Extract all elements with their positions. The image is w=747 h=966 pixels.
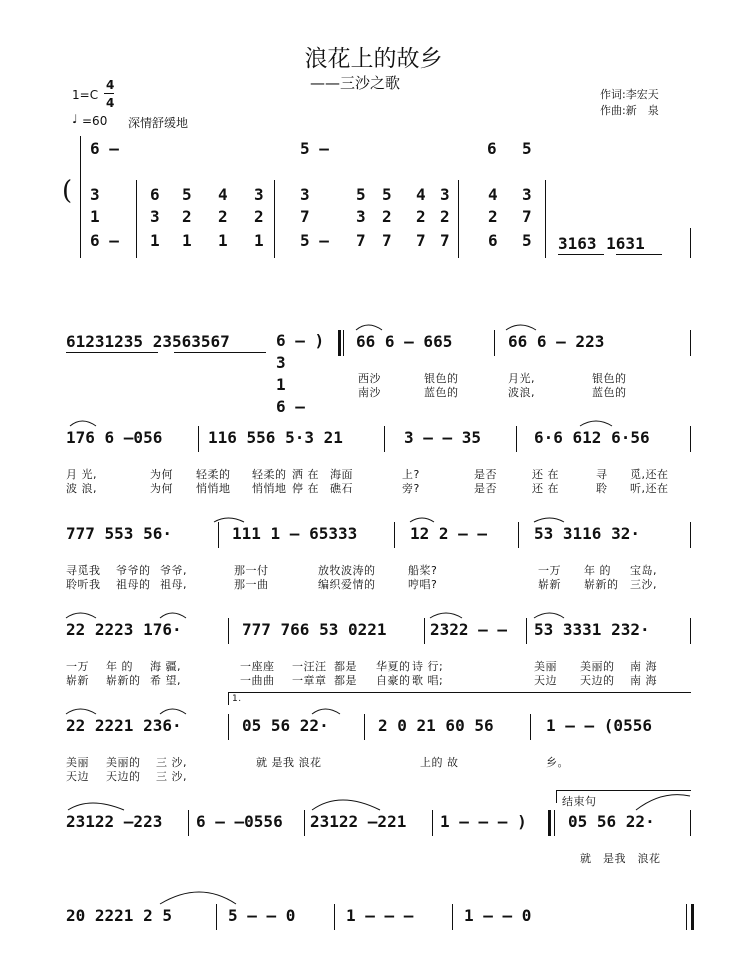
chord-note: 7: [300, 207, 310, 226]
chord-note: 4: [488, 185, 498, 204]
quarter-note-icon: ♩: [72, 112, 78, 126]
lyric: 美丽: [66, 756, 89, 769]
lyric: 天边的: [106, 770, 141, 783]
chord-note: 2: [440, 207, 450, 226]
slur: [312, 800, 380, 810]
chord-note: 2: [182, 207, 192, 226]
lyric: 还 在: [532, 468, 559, 481]
system8-measure-2: 5 – – 0: [228, 906, 296, 925]
system7-measure-3: 23122 –221: [310, 812, 407, 831]
system3-measure-3: 3 – – 35: [404, 428, 482, 447]
chord-note: 1: [182, 231, 192, 250]
chord-note: 7: [416, 231, 426, 250]
lyric: 寻: [596, 468, 608, 481]
lyric: 听,还在: [630, 482, 669, 495]
slur: [506, 325, 536, 330]
chord-note: 7: [356, 231, 366, 250]
lyric: 歌 唱;: [412, 674, 444, 687]
lyric: 放牧波涛的: [318, 564, 376, 577]
lyric: 爷爷,: [160, 564, 187, 577]
song-title: 浪花上的故乡: [304, 46, 443, 72]
slur: [66, 613, 96, 618]
system6-measure-2: 05 56 22·: [242, 716, 329, 735]
lyric: 天边: [534, 674, 557, 687]
lyric: 那一曲: [234, 578, 269, 591]
lyric: 船桨?: [408, 564, 438, 577]
lyric: 还 在: [532, 482, 559, 495]
chord-note: 3: [440, 185, 450, 204]
slur: [160, 892, 236, 904]
chord-note: 2: [488, 207, 498, 226]
lyric: 海 疆,: [150, 660, 181, 673]
slur: [160, 709, 186, 714]
lyric: 崭新: [66, 674, 89, 687]
slur: [356, 325, 382, 330]
time-signature-top: 4: [106, 78, 115, 92]
lyric: 聆: [596, 482, 608, 495]
lyric: 是否: [474, 468, 497, 481]
lyric: 悄悄地: [252, 482, 287, 495]
lyric: 蓝色的: [592, 386, 627, 399]
chord-top-2: 5 –: [300, 139, 329, 158]
coda-lyric: 就 是我 浪花: [580, 852, 661, 865]
system8-measure-3: 1 – – –: [346, 906, 414, 925]
lyric: 那一付: [234, 564, 269, 577]
system2-chord-3: 3: [276, 353, 286, 372]
system6-measure-4: 1 – – (0556: [546, 716, 652, 735]
system5-measure-3: 2322 – –: [430, 620, 508, 639]
chord-note: 5 –: [300, 231, 329, 250]
chord-top-3: 6: [487, 139, 497, 158]
lyric: 为何: [150, 468, 173, 481]
lyric: 为何: [150, 482, 173, 495]
chord-note: 5: [182, 185, 192, 204]
system7-measure-1: 23122 –223: [66, 812, 163, 831]
lyric: 一汪汪: [292, 660, 327, 673]
system3-measure-1: 176 6 –056: [66, 428, 163, 447]
system6-measure-3: 2 0 21 60 56: [378, 716, 494, 735]
chord-note: 4: [416, 185, 426, 204]
chord-note: 3: [300, 185, 310, 204]
lyric: 月光,: [508, 372, 535, 385]
lyric: 都是: [334, 674, 357, 687]
chord-note: 1: [150, 231, 160, 250]
system2-melody-2: 66 6 – 223: [508, 332, 605, 351]
lyric: 波浪,: [508, 386, 535, 399]
system2-melody-1: 66 6 – 665: [356, 332, 453, 351]
time-signature-bottom: 4: [106, 96, 115, 110]
chord-note: 3: [356, 207, 366, 226]
system2-intro-notes: 61231235 23563567: [66, 332, 230, 351]
lyric: 停 在: [292, 482, 319, 495]
slur: [534, 518, 564, 522]
chord-note: 5: [382, 185, 392, 204]
lyric: 悄悄地: [196, 482, 231, 495]
lyric: 就 是我 浪花: [256, 756, 322, 769]
song-subtitle: ——三沙之歌: [310, 74, 401, 92]
slur: [68, 803, 124, 810]
system3-measure-2: 116 556 5·3 21: [208, 428, 343, 447]
lyric: 爷爷的: [116, 564, 151, 577]
chord-note: 2: [416, 207, 426, 226]
system5-measure-2: 777 766 53 0221: [242, 620, 387, 639]
lyric: 一万: [66, 660, 89, 673]
lyric: 一章章: [292, 674, 327, 687]
lyric: 上?: [402, 468, 420, 481]
slur: [636, 795, 690, 810]
chord-note: 4: [218, 185, 228, 204]
lyric: 三沙,: [630, 578, 657, 591]
lyric: 都是: [334, 660, 357, 673]
lyric: 宝岛,: [630, 564, 657, 577]
slur: [430, 613, 462, 618]
chord-note: 7: [382, 231, 392, 250]
slur: [580, 421, 612, 426]
lyric: 年 的: [106, 660, 133, 673]
system8-measure-4: 1 – – 0: [464, 906, 532, 925]
lyric: 天边: [66, 770, 89, 783]
lyric: 美丽: [534, 660, 557, 673]
lyric: 寻觅我: [66, 564, 101, 577]
system2-chord-1: 1: [276, 375, 286, 394]
system7-measure-2: 6 – –0556: [196, 812, 283, 831]
chord-note: 5: [356, 185, 366, 204]
chord-note: 1: [90, 207, 100, 226]
lyric: 美丽的: [106, 756, 141, 769]
lyric: 三 沙,: [156, 756, 187, 769]
lyric: 一曲曲: [240, 674, 275, 687]
lyric: 觅,还在: [630, 468, 669, 481]
lyric: 波 浪,: [66, 482, 97, 495]
lyric: 礁石: [330, 482, 353, 495]
expression-mark: 深情舒缓地: [128, 116, 189, 130]
coda-label: 结束句: [562, 795, 597, 808]
lyric: 南 海: [630, 674, 657, 687]
chord-top-4: 5: [522, 139, 532, 158]
lyric: 洒 在: [292, 468, 319, 481]
lyric: 天边的: [580, 674, 615, 687]
lyric: 乡。: [546, 756, 569, 769]
lyric: 海面: [330, 468, 353, 481]
lyric: 上的 故: [420, 756, 459, 769]
system5-measure-4: 53 3331 232·: [534, 620, 650, 639]
slur: [534, 613, 564, 618]
volta-label: 1.: [232, 694, 242, 704]
chord-note: 6: [150, 185, 160, 204]
lyric: 一座座: [240, 660, 275, 673]
system3-measure-4: 6·6 612 6·56: [534, 428, 650, 447]
system4-measure-1: 777 553 56·: [66, 524, 172, 543]
system4-measure-3: 12 2 – –: [410, 524, 488, 543]
lyric: 轻柔的: [252, 468, 287, 481]
lyric: 崭新的: [584, 578, 619, 591]
lyric: 是否: [474, 482, 497, 495]
lyric: 诗 行;: [412, 660, 444, 673]
chord-note: 3: [522, 185, 532, 204]
slur: [160, 613, 186, 618]
chord-note: 2: [382, 207, 392, 226]
chord-note: 2: [218, 207, 228, 226]
chord-note: 6: [488, 231, 498, 250]
chord-note: 7: [440, 231, 450, 250]
lyric: 自豪的: [376, 674, 411, 687]
system4-measure-4: 53 3116 32·: [534, 524, 640, 543]
lyric: 南 海: [630, 660, 657, 673]
tempo-mark: =60: [82, 114, 108, 128]
lyric: 月 光,: [66, 468, 97, 481]
lyric: 银色的: [592, 372, 627, 385]
lyric: 崭新: [538, 578, 561, 591]
system4-measure-2: 111 1 – 65333: [232, 524, 358, 543]
lyric: 美丽的: [580, 660, 615, 673]
system6-measure-1: 22 2221 236·: [66, 716, 182, 735]
lyric: 蓝色的: [424, 386, 459, 399]
system2-chord-end: 6 – ): [276, 331, 325, 350]
lyric: 哼唱?: [408, 578, 438, 591]
chord-note: 3: [90, 185, 100, 204]
lyric: 西沙: [358, 372, 381, 385]
slur: [66, 709, 96, 714]
lyric: 崭新的: [106, 674, 141, 687]
system1-run: 3163 1631: [558, 234, 645, 253]
system-bracket: (: [62, 176, 73, 206]
lyric: 一万: [538, 564, 561, 577]
chord-top-1: 6 –: [90, 139, 119, 158]
key-signature: 1=C: [72, 88, 99, 102]
slur: [70, 421, 96, 426]
system7-measure-4: 1 – – – ): [440, 812, 527, 831]
lyric: 年 的: [584, 564, 611, 577]
chord-note: 3: [150, 207, 160, 226]
chord-note: 1: [218, 231, 228, 250]
lyricist-credit: 作词:李宏天: [600, 88, 659, 101]
lyric: 聆听我: [66, 578, 101, 591]
slur: [410, 518, 434, 522]
chord-note: 7: [522, 207, 532, 226]
lyric: 希 望,: [150, 674, 181, 687]
system2-chord-6: 6 –: [276, 397, 305, 416]
system8-measure-1: 20 2221 2 5: [66, 906, 172, 925]
chord-note: 5: [522, 231, 532, 250]
lyric: 南沙: [358, 386, 381, 399]
slur: [312, 709, 340, 714]
lyric: 华夏的: [376, 660, 411, 673]
system5-measure-1: 22 2223 176·: [66, 620, 182, 639]
chord-note: 2: [254, 207, 264, 226]
lyric: 祖母,: [160, 578, 187, 591]
lyric: 银色的: [424, 372, 459, 385]
chord-note: 6 –: [90, 231, 119, 250]
lyric: 旁?: [402, 482, 420, 495]
lyric: 三 沙,: [156, 770, 187, 783]
chord-note: 1: [254, 231, 264, 250]
chord-note: 3: [254, 185, 264, 204]
slur: [214, 518, 244, 522]
lyric: 祖母的: [116, 578, 151, 591]
lyric: 轻柔的: [196, 468, 231, 481]
system7-coda-notes: 05 56 22·: [568, 812, 655, 831]
lyric: 编织爱情的: [318, 578, 376, 591]
composer-credit: 作曲:新 泉: [600, 104, 659, 117]
